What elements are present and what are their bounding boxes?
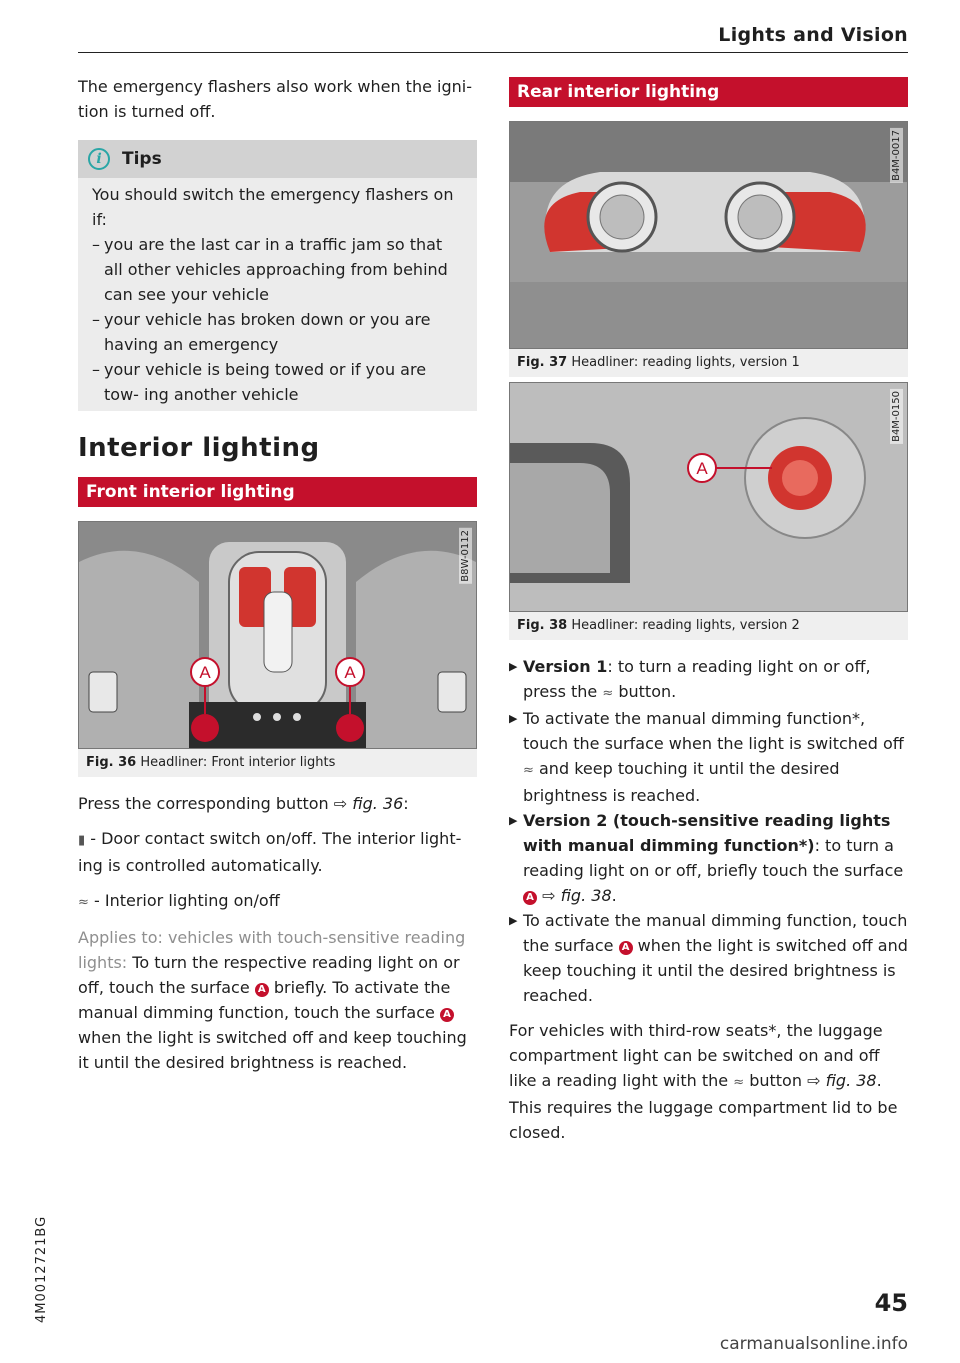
figure-36 [78, 521, 477, 777]
rear-lighting-banner: Rear interior lighting [509, 77, 908, 107]
list-item-text [523, 654, 908, 706]
b1-text: : to turn a reading light on or off, press the [523, 657, 871, 701]
figure-number: Fig. 38 [517, 618, 568, 633]
applies-note: Applies to: vehicles with touch-sensitive reading lights: [78, 928, 466, 972]
figure-caption-text: Headliner: Front interior lights [140, 755, 336, 770]
applies-text-3: when the light is switched off and keep touching it until the desired brightness is reached. [78, 1028, 467, 1072]
press-instruction [78, 791, 477, 816]
reading-lights-v2-illustration [510, 383, 907, 611]
arrow-icon: ⇨ [333, 794, 348, 813]
interior-text: - Interior lighting on/off [94, 891, 280, 910]
tips-header [78, 140, 477, 178]
figure-caption [509, 349, 908, 377]
applies-paragraph [78, 925, 477, 1075]
figure-caption-text: Headliner: reading lights, version 1 [571, 355, 800, 370]
fig-ref[interactable]: fig. 38 [825, 1071, 877, 1090]
list-item [509, 908, 908, 1008]
applies-text-1: To turn the respective reading light on or off, touch the surface [78, 953, 460, 997]
list-item-text [523, 808, 908, 908]
bullet-icon: ▶ [509, 712, 518, 725]
figure-caption [509, 612, 908, 640]
marker-a-icon: A [255, 983, 269, 997]
door-switch-text [78, 826, 477, 878]
figure-38-image [509, 382, 908, 612]
marker-a-right: A [344, 663, 356, 682]
interior-light-icon: ≈ [78, 895, 89, 910]
figure-caption-text: Headliner: reading lights, version 2 [571, 618, 800, 633]
interior-on-off-text [78, 888, 477, 915]
tips-lead: You should switch the emergency flashers on if: [92, 185, 454, 229]
b3-tail: . [611, 886, 617, 905]
right-column [509, 77, 908, 1145]
figure-code: B4M-0017 [891, 130, 902, 181]
tips-item-text: your vehicle has broken down or you are having an emergency [104, 310, 431, 354]
tips-item [92, 307, 463, 357]
tips-box [78, 140, 477, 411]
intro-text: The emergency flashers also work when the igni- tion is turned off. [78, 77, 472, 121]
reading-light-icon: ≈ [523, 763, 534, 778]
dash: – [92, 235, 100, 254]
press-tail: : [403, 794, 409, 813]
dash: – [92, 360, 100, 379]
marker-a-icon: A [440, 1008, 454, 1022]
reading-light-icon: ≈ [602, 686, 614, 701]
section-heading: Interior lighting [78, 433, 320, 463]
header-rule [78, 52, 908, 53]
figure-37-image [509, 121, 908, 349]
luggage-text-1: For vehicles with third-row seats*, the luggage compartment light can be switched on and off like a reading light with the [509, 1021, 883, 1090]
b4-text: To activate the manual dimming function, touch the surface [523, 911, 908, 955]
interior-light-icon: ≈ [733, 1075, 745, 1090]
b4-tail: when the light is switched off and keep touching it until the desired brightness is reached. [523, 936, 908, 1005]
list-item-text [523, 706, 908, 808]
dash: – [92, 310, 100, 329]
left-column [78, 74, 477, 1075]
figure-37 [509, 121, 908, 377]
bullet-icon: ▶ [509, 914, 518, 927]
page-number: 45 [874, 1289, 908, 1317]
bullet-icon: ▶ [509, 814, 518, 827]
tips-item [92, 232, 463, 307]
version-2-label: Version 2 (touch-sensitive reading lights with manual dimming function*) [523, 811, 891, 855]
fig-ref[interactable]: fig. 38 [560, 886, 612, 905]
luggage-text-3: . This requires the luggage compartment lid to be closed. [509, 1071, 898, 1142]
page-header-title: Lights and Vision [718, 24, 908, 46]
door-text: - Door contact switch on/off. The interior light- ing is controlled automatically. [78, 829, 462, 875]
marker-a: A [696, 459, 708, 478]
tips-item [92, 357, 463, 407]
marker-a-icon: A [619, 941, 633, 955]
marker-a-left: A [199, 663, 211, 682]
applies-text-2: briefly. To activate the manual dimming function, touch the surface [78, 978, 451, 1022]
list-item [509, 706, 908, 808]
luggage-paragraph [509, 1018, 908, 1145]
figure-number: Fig. 37 [517, 355, 568, 370]
tips-body [78, 178, 477, 411]
fig-ref[interactable]: fig. 36 [352, 794, 404, 813]
tips-title: Tips [122, 149, 162, 169]
marker-a-icon: A [523, 891, 537, 905]
figure-number: Fig. 36 [86, 755, 137, 770]
reading-lights-v1-illustration [510, 122, 907, 348]
headliner-front-illustration [79, 522, 476, 748]
b1-tail: button. [618, 682, 677, 701]
door-switch-icon: ▮ [78, 833, 86, 848]
figure-36-image [78, 521, 477, 749]
b2-tail: and keep touching it until the desired brightness is reached. [523, 759, 840, 805]
version-1-label: Version 1 [523, 657, 608, 676]
arrow-icon: ⇨ [807, 1071, 821, 1090]
figure-code: B4M-0150 [891, 391, 902, 442]
list-item [509, 654, 908, 706]
tips-item-text: you are the last car in a traffic jam so that all other vehicles approaching from behind can see your vehicle [104, 235, 448, 304]
figure-code: B8W-0112 [460, 530, 471, 582]
info-icon: i [88, 148, 110, 170]
bullet-icon: ▶ [509, 660, 518, 673]
tips-item-text: your vehicle is being towed or if you are tow- ing another vehicle [104, 360, 427, 404]
list-item-text [523, 908, 908, 1008]
front-lighting-banner: Front interior lighting [78, 477, 477, 507]
figure-caption [78, 749, 477, 777]
instruction-list [509, 654, 908, 1008]
b3-text: : to turn a reading light on or off, briefly touch the surface [523, 836, 904, 880]
watermark: carmanualsonline.info [719, 1334, 908, 1354]
b2-text: To activate the manual dimming function*, touch the surface when the light is switched off [523, 709, 904, 753]
document-code: 4M0012721BG [34, 1215, 49, 1323]
figure-38 [509, 382, 908, 640]
arrow-icon: ⇨ [542, 886, 556, 905]
luggage-text-2: button [749, 1071, 802, 1090]
press-text: Press the corresponding button [78, 794, 329, 813]
list-item [509, 808, 908, 908]
